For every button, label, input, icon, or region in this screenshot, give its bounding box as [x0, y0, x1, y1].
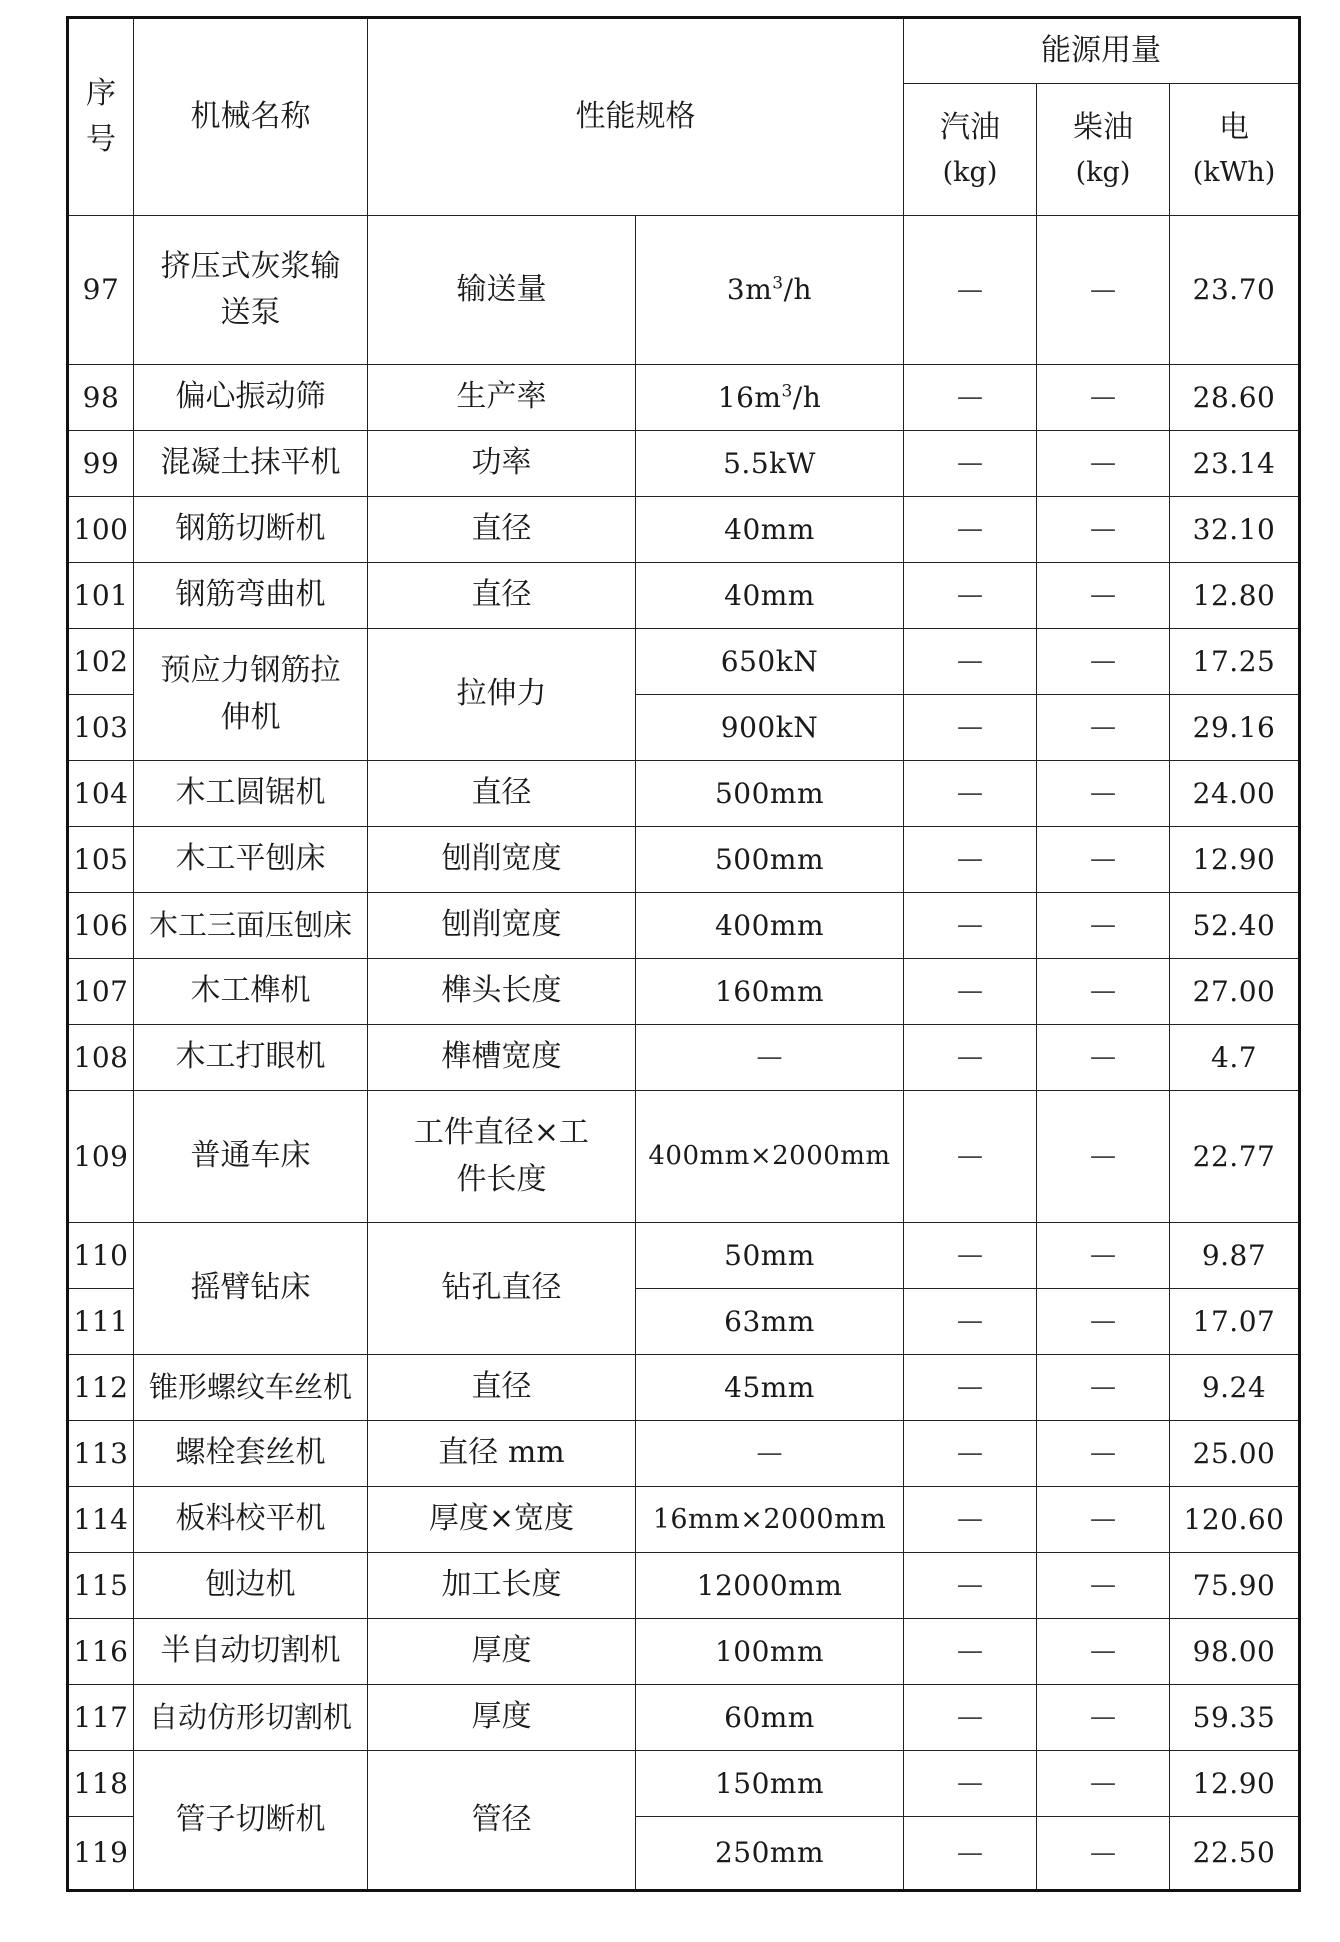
- row-number: 104: [68, 761, 134, 827]
- gasoline-value: —: [904, 497, 1037, 563]
- gasoline-value: —: [904, 1025, 1037, 1091]
- machine-name: 锥形螺纹车丝机: [134, 1355, 368, 1421]
- gasoline-value: —: [904, 1619, 1037, 1685]
- machine-name: 钢筋弯曲机: [134, 563, 368, 629]
- spec-value: [636, 216, 904, 365]
- electric-value: 17.07: [1170, 1289, 1300, 1355]
- electric-value: 22.50: [1170, 1817, 1300, 1891]
- electric-value: 120.60: [1170, 1487, 1300, 1553]
- spec-value: 16mm×2000mm: [636, 1487, 904, 1553]
- machine-name: 普通车床: [134, 1091, 368, 1223]
- row-number: 112: [68, 1355, 134, 1421]
- spec-value: 60mm: [636, 1685, 904, 1751]
- diesel-value: —: [1037, 893, 1170, 959]
- diesel-value: —: [1037, 827, 1170, 893]
- row-number: 108: [68, 1025, 134, 1091]
- electric-value: 17.25: [1170, 629, 1300, 695]
- gasoline-value: —: [904, 893, 1037, 959]
- row-number: 119: [68, 1817, 134, 1891]
- electric-value: 9.24: [1170, 1355, 1300, 1421]
- spec-value: 160mm: [636, 959, 904, 1025]
- spec-value: 900kN: [636, 695, 904, 761]
- gasoline-value: —: [904, 1355, 1037, 1421]
- gasoline-value: —: [904, 1751, 1037, 1817]
- row-number: 100: [68, 497, 134, 563]
- energy-usage-table: [66, 16, 1301, 1892]
- table-row: [68, 1685, 1300, 1751]
- gasoline-value: —: [904, 1553, 1037, 1619]
- row-number: 111: [68, 1289, 134, 1355]
- spec-param: 厚度: [368, 1685, 636, 1751]
- header-electric: [1170, 84, 1300, 216]
- table-row: [68, 959, 1300, 1025]
- gasoline-value: —: [904, 1817, 1037, 1891]
- spec-param: 加工长度: [368, 1553, 636, 1619]
- spec-value: 650kN: [636, 629, 904, 695]
- electric-value: 52.40: [1170, 893, 1300, 959]
- diesel-value: —: [1037, 629, 1170, 695]
- row-number: 114: [68, 1487, 134, 1553]
- machine-name: 钢筋切断机: [134, 497, 368, 563]
- spec-param: 直径: [368, 1355, 636, 1421]
- gasoline-value: —: [904, 1289, 1037, 1355]
- gasoline-value: —: [904, 563, 1037, 629]
- spec-value: —: [636, 1025, 904, 1091]
- diesel-value: —: [1037, 695, 1170, 761]
- diesel-value: —: [1037, 1817, 1170, 1891]
- spec-value: 12000mm: [636, 1553, 904, 1619]
- row-number: 103: [68, 695, 134, 761]
- gasoline-value: —: [904, 695, 1037, 761]
- table-row: [68, 216, 1300, 365]
- header-gasoline: [904, 84, 1037, 216]
- header-electric-unit: (kWh): [1192, 156, 1276, 188]
- spec-value: 63mm: [636, 1289, 904, 1355]
- spec-value: 50mm: [636, 1223, 904, 1289]
- spec-value: 250mm: [636, 1817, 904, 1891]
- row-number: 107: [68, 959, 134, 1025]
- table-row: [68, 365, 1300, 431]
- table-row: [68, 893, 1300, 959]
- header-energy: 能源用量: [904, 18, 1300, 84]
- table-row: [68, 1421, 1300, 1487]
- gasoline-value: —: [904, 1685, 1037, 1751]
- header-machine-name: 机械名称: [134, 18, 368, 216]
- row-number: 99: [68, 431, 134, 497]
- row-number: 102: [68, 629, 134, 695]
- row-number: 97: [68, 216, 134, 365]
- table-row: [68, 1223, 1300, 1289]
- spec-param: 直径: [368, 497, 636, 563]
- spec-value-tail: /h: [783, 273, 813, 307]
- row-number: 101: [68, 563, 134, 629]
- table-row: [68, 563, 1300, 629]
- machine-name: 木工圆锯机: [134, 761, 368, 827]
- table-row: [68, 1025, 1300, 1091]
- diesel-value: —: [1037, 1025, 1170, 1091]
- table-row: [68, 1091, 1300, 1223]
- diesel-value: —: [1037, 431, 1170, 497]
- spec-value: 500mm: [636, 827, 904, 893]
- machine-name: 半自动切割机: [134, 1619, 368, 1685]
- machine-name: 刨边机: [134, 1553, 368, 1619]
- spec-value: 400mm: [636, 893, 904, 959]
- table-row: [68, 1751, 1300, 1817]
- diesel-value: —: [1037, 1289, 1170, 1355]
- row-number: 106: [68, 893, 134, 959]
- machine-name: 木工打眼机: [134, 1025, 368, 1091]
- electric-value: 12.90: [1170, 1751, 1300, 1817]
- electric-value: 24.00: [1170, 761, 1300, 827]
- spec-value: 40mm: [636, 563, 904, 629]
- machine-name: 螺栓套丝机: [134, 1421, 368, 1487]
- electric-value: 4.7: [1170, 1025, 1300, 1091]
- machine-name: 偏心振动筛: [134, 365, 368, 431]
- row-number: 113: [68, 1421, 134, 1487]
- table-row: [68, 1355, 1300, 1421]
- spec-param: 厚度×宽度: [368, 1487, 636, 1553]
- spec-param: 刨削宽度: [368, 893, 636, 959]
- table-row: [68, 497, 1300, 563]
- row-number: 98: [68, 365, 134, 431]
- table-row: [68, 827, 1300, 893]
- spec-param: 拉伸力: [368, 629, 636, 761]
- header-diesel-label: 柴油: [1073, 110, 1133, 146]
- spec-value: 100mm: [636, 1619, 904, 1685]
- gasoline-value: —: [904, 365, 1037, 431]
- spec-value: —: [636, 1421, 904, 1487]
- machine-name: 自动仿形切割机: [134, 1685, 368, 1751]
- spec-param: 直径: [368, 761, 636, 827]
- header-gasoline-label: 汽油: [940, 110, 1000, 146]
- spec-param: 厚度: [368, 1619, 636, 1685]
- gasoline-value: —: [904, 1421, 1037, 1487]
- diesel-value: —: [1037, 1091, 1170, 1223]
- spec-param: 榫槽宽度: [368, 1025, 636, 1091]
- gasoline-value: —: [904, 629, 1037, 695]
- spec-value-base: 3m: [726, 273, 773, 307]
- spec-param: 钻孔直径: [368, 1223, 636, 1355]
- electric-value: 23.70: [1170, 216, 1300, 365]
- diesel-value: —: [1037, 959, 1170, 1025]
- gasoline-value: —: [904, 216, 1037, 365]
- spec-param: 输送量: [368, 216, 636, 365]
- spec-param: 直径 mm: [368, 1421, 636, 1487]
- spec-param: 直径: [368, 563, 636, 629]
- diesel-value: —: [1037, 365, 1170, 431]
- diesel-value: —: [1037, 563, 1170, 629]
- header-diesel: [1037, 84, 1170, 216]
- machine-name: 挤压式灰浆输送泵: [134, 216, 368, 365]
- electric-value: 29.16: [1170, 695, 1300, 761]
- machine-name: 木工榫机: [134, 959, 368, 1025]
- electric-value: 12.90: [1170, 827, 1300, 893]
- machine-name: 木工三面压刨床: [134, 893, 368, 959]
- table-row: [68, 761, 1300, 827]
- diesel-value: —: [1037, 1487, 1170, 1553]
- electric-value: 32.10: [1170, 497, 1300, 563]
- electric-value: 75.90: [1170, 1553, 1300, 1619]
- spec-value-base: 16m: [717, 380, 782, 414]
- diesel-value: —: [1037, 761, 1170, 827]
- electric-value: 22.77: [1170, 1091, 1300, 1223]
- machine-name: 摇臂钻床: [134, 1223, 368, 1355]
- machine-name: 混凝土抹平机: [134, 431, 368, 497]
- spec-param: 管径: [368, 1751, 636, 1891]
- spec-value-superscript: 3: [772, 273, 784, 294]
- electric-value: 28.60: [1170, 365, 1300, 431]
- header-gasoline-unit: (kg): [942, 156, 998, 188]
- table-row: [68, 431, 1300, 497]
- diesel-value: —: [1037, 1751, 1170, 1817]
- electric-value: 25.00: [1170, 1421, 1300, 1487]
- spec-param: 刨削宽度: [368, 827, 636, 893]
- machine-name: 管子切断机: [134, 1751, 368, 1891]
- diesel-value: —: [1037, 1685, 1170, 1751]
- gasoline-value: —: [904, 761, 1037, 827]
- spec-value: 40mm: [636, 497, 904, 563]
- spec-value: 500mm: [636, 761, 904, 827]
- table-row: [68, 1619, 1300, 1685]
- header-diesel-unit: (kg): [1075, 156, 1131, 188]
- machine-name: 木工平刨床: [134, 827, 368, 893]
- electric-value: 23.14: [1170, 431, 1300, 497]
- electric-value: 98.00: [1170, 1619, 1300, 1685]
- header-row: [68, 18, 1300, 84]
- row-number: 110: [68, 1223, 134, 1289]
- electric-value: 27.00: [1170, 959, 1300, 1025]
- spec-param: 榫头长度: [368, 959, 636, 1025]
- diesel-value: —: [1037, 1619, 1170, 1685]
- electric-value: 59.35: [1170, 1685, 1300, 1751]
- spec-param: 生产率: [368, 365, 636, 431]
- row-number: 105: [68, 827, 134, 893]
- gasoline-value: —: [904, 959, 1037, 1025]
- spec-value-superscript: 3: [781, 381, 793, 402]
- table-row: [68, 629, 1300, 695]
- header-spec: 性能规格: [368, 18, 904, 216]
- gasoline-value: —: [904, 1223, 1037, 1289]
- diesel-value: —: [1037, 497, 1170, 563]
- machine-name: 预应力钢筋拉伸机: [134, 629, 368, 761]
- electric-value: 12.80: [1170, 563, 1300, 629]
- spec-value: 150mm: [636, 1751, 904, 1817]
- electric-value: 9.87: [1170, 1223, 1300, 1289]
- diesel-value: —: [1037, 1421, 1170, 1487]
- table-row: [68, 1487, 1300, 1553]
- row-number: 118: [68, 1751, 134, 1817]
- spec-param: 功率: [368, 431, 636, 497]
- spec-value: 400mm×2000mm: [636, 1091, 904, 1223]
- table-row: [68, 1553, 1300, 1619]
- diesel-value: —: [1037, 216, 1170, 365]
- header-electric-label: 电: [1219, 110, 1250, 146]
- diesel-value: —: [1037, 1223, 1170, 1289]
- gasoline-value: —: [904, 1487, 1037, 1553]
- spec-value: [636, 365, 904, 431]
- gasoline-value: —: [904, 431, 1037, 497]
- row-number: 117: [68, 1685, 134, 1751]
- spec-param: 工件直径×工件长度: [368, 1091, 636, 1223]
- spec-value: 45mm: [636, 1355, 904, 1421]
- machine-name: 板料校平机: [134, 1487, 368, 1553]
- row-number: 115: [68, 1553, 134, 1619]
- diesel-value: —: [1037, 1553, 1170, 1619]
- row-number: 109: [68, 1091, 134, 1223]
- spec-value-tail: /h: [792, 380, 822, 414]
- diesel-value: —: [1037, 1355, 1170, 1421]
- header-seq: 序号: [68, 18, 134, 216]
- spec-value: 5.5kW: [636, 431, 904, 497]
- gasoline-value: —: [904, 1091, 1037, 1223]
- row-number: 116: [68, 1619, 134, 1685]
- gasoline-value: —: [904, 827, 1037, 893]
